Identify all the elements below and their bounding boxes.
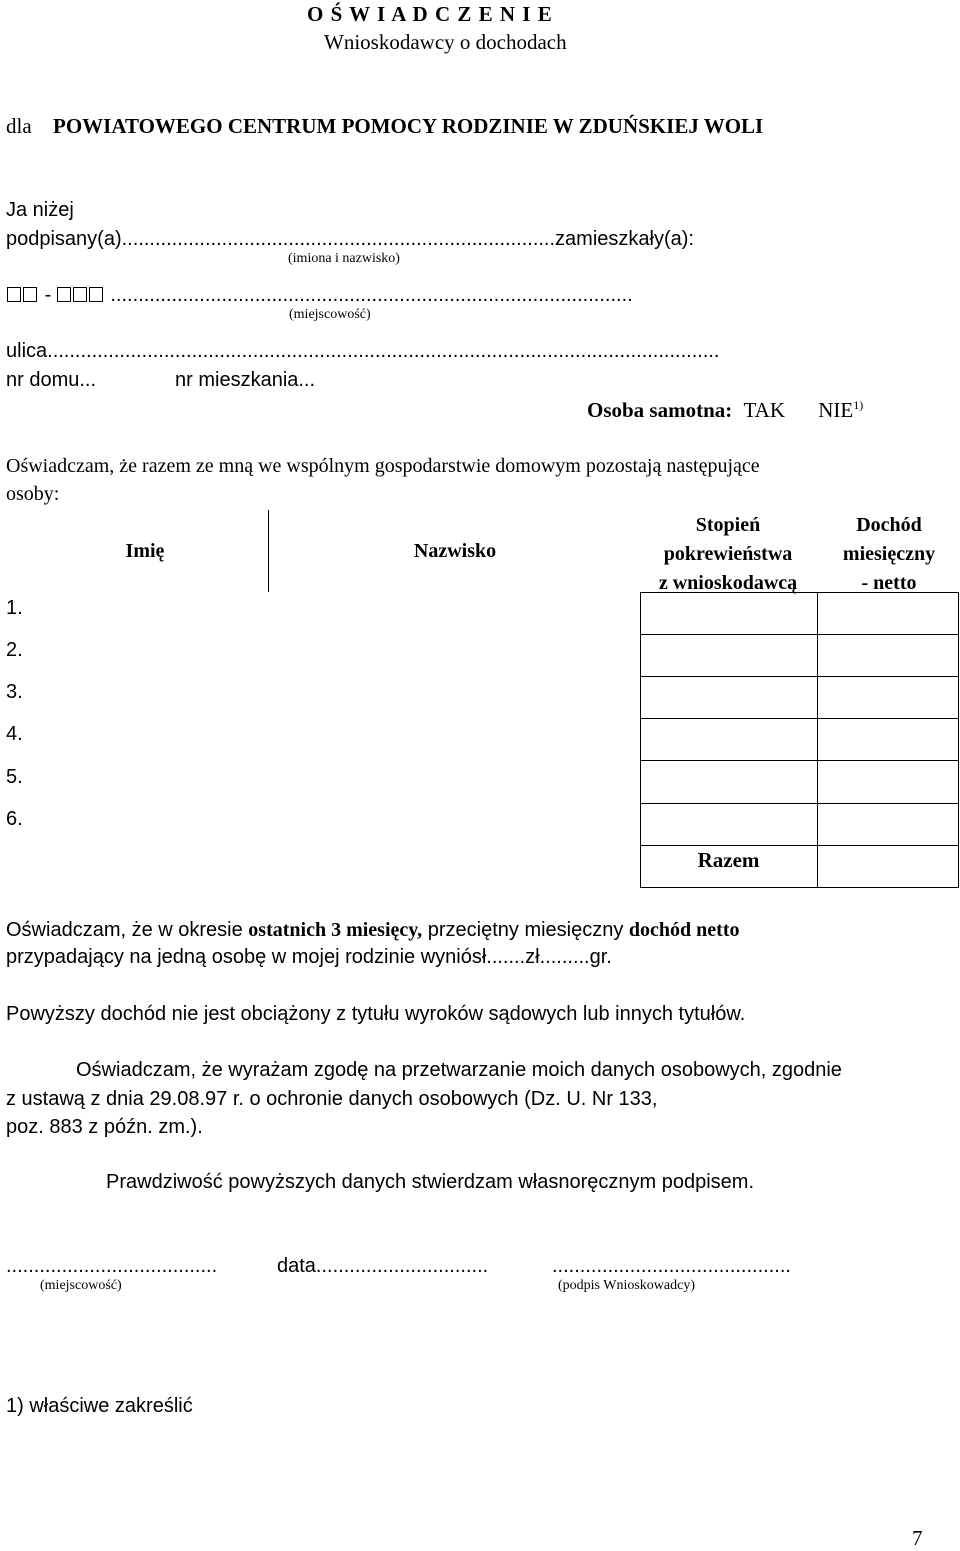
footnote: 1) właściwe zakreślić <box>6 1395 193 1417</box>
caption-city: (miejscowość) <box>289 307 371 322</box>
header-income-line: - netto <box>861 572 917 594</box>
table-divider <box>958 592 959 888</box>
table-divider <box>640 845 959 846</box>
table-divider <box>640 592 641 888</box>
header-first-name: Imię <box>125 540 165 562</box>
declaration-income-type: dochód netto <box>628 919 740 941</box>
header-relation-line: pokrewieństwa <box>663 543 793 565</box>
caption-name: (imiona i nazwisko) <box>288 251 400 266</box>
header-last-name: Nazwisko <box>413 540 497 562</box>
house-number-field: nr domu... <box>6 369 97 391</box>
recipient-name: POWIATOWEGO CENTRUM POMOCY RODZINIE W ZDUŃSKIEJ WOLI <box>53 114 764 138</box>
intro-line-1: Ja niżej <box>6 199 74 221</box>
table-row-number: 1. <box>6 597 23 619</box>
table-row-number: 3. <box>6 681 23 703</box>
table-divider <box>640 760 959 761</box>
header-relation <box>638 511 818 598</box>
single-no-option: NIE <box>818 398 854 422</box>
household-intro-1: Oświadczam, że razem ze mną we wspólnym gospodarstwie domowym pozostają następujące <box>6 455 760 477</box>
single-person-label: Osoba samotna: <box>587 398 733 422</box>
declaration-period: ostatnich 3 miesięcy, <box>248 919 423 941</box>
table-row-number: 6. <box>6 808 23 830</box>
header-relation-line: Stopień <box>695 514 761 536</box>
single-yes-option: TAK <box>743 398 786 422</box>
page-number: 7 <box>912 1526 923 1550</box>
header-income-line: miesięczny <box>842 543 936 565</box>
caption-signature: (podpis Wnioskowadcy) <box>558 1278 695 1293</box>
caption-signature-place: (miejscowość) <box>40 1278 122 1293</box>
header-income-line: Dochód <box>856 514 922 536</box>
table-divider <box>640 803 959 804</box>
header-relation-line: z wnioskodawcą <box>658 572 798 594</box>
table-divider <box>640 718 959 719</box>
signature-place-dots: ...................................... <box>6 1255 218 1277</box>
table-total-label: Razem <box>697 848 760 872</box>
consent-line-1: Oświadczam, że wyrażam zgodę na przetwarzanie moich danych osobowych, zgodnie <box>76 1059 842 1081</box>
table-divider <box>640 676 959 677</box>
signature-sign-dots: ........................................... <box>552 1255 791 1277</box>
single-footnote-ref: 1) <box>853 398 864 412</box>
postcode-box-icon <box>23 287 37 302</box>
income-declaration-line-2: przypadający na jedną osobę w mojej rodzinie wyniósł.......zł.........gr. <box>6 946 612 968</box>
table-row-number: 5. <box>6 766 23 788</box>
postcode-box-icon <box>89 287 103 302</box>
postcode-box-icon <box>73 287 87 302</box>
postcode-box-icon <box>57 287 71 302</box>
postcode-field <box>7 284 633 307</box>
table-row-number: 4. <box>6 723 23 745</box>
name-field-line: podpisany(a)..............................................................................zamieszkały(a): <box>6 228 694 250</box>
header-income <box>820 511 958 598</box>
consent-line-3: poz. 883 z późn. zm.). <box>6 1116 203 1138</box>
income-declaration-line-1 <box>6 919 740 942</box>
signature-date-field: data............................... <box>277 1255 489 1277</box>
table-divider <box>640 887 959 888</box>
truthfulness-statement: Prawdziwość powyższych danych stwierdzam własnoręcznym podpisem. <box>106 1171 755 1193</box>
city-dots: .............................................................................................. <box>110 284 633 306</box>
table-row-number: 2. <box>6 639 23 661</box>
household-intro-2: osoby: <box>6 483 60 505</box>
consent-line-2: z ustawą z dnia 29.08.97 r. o ochronie danych osobowych (Dz. U. Nr 133, <box>6 1088 658 1110</box>
flat-number-field: nr mieszkania... <box>175 369 316 391</box>
recipient-prefix: dla <box>6 114 32 138</box>
table-divider <box>268 510 269 592</box>
declaration-text: Oświadczam, że w okresie <box>6 919 249 941</box>
document-subtitle: Wnioskodawcy o dochodach <box>324 30 567 54</box>
income-not-encumbered: Powyższy dochód nie jest obciążony z tytułu wyroków sądowych lub innych tytułów. <box>6 1003 746 1025</box>
postcode-box-icon <box>7 287 21 302</box>
postcode-dash: - <box>44 284 52 306</box>
street-field-line: ulica......................................................................................................................... <box>6 340 720 362</box>
declaration-text: przeciętny miesięczny <box>422 919 629 941</box>
document-title: O Ś W I A D C Z E N I E <box>307 2 553 26</box>
single-person-row <box>587 398 863 423</box>
table-divider <box>640 634 959 635</box>
table-divider <box>817 592 818 888</box>
